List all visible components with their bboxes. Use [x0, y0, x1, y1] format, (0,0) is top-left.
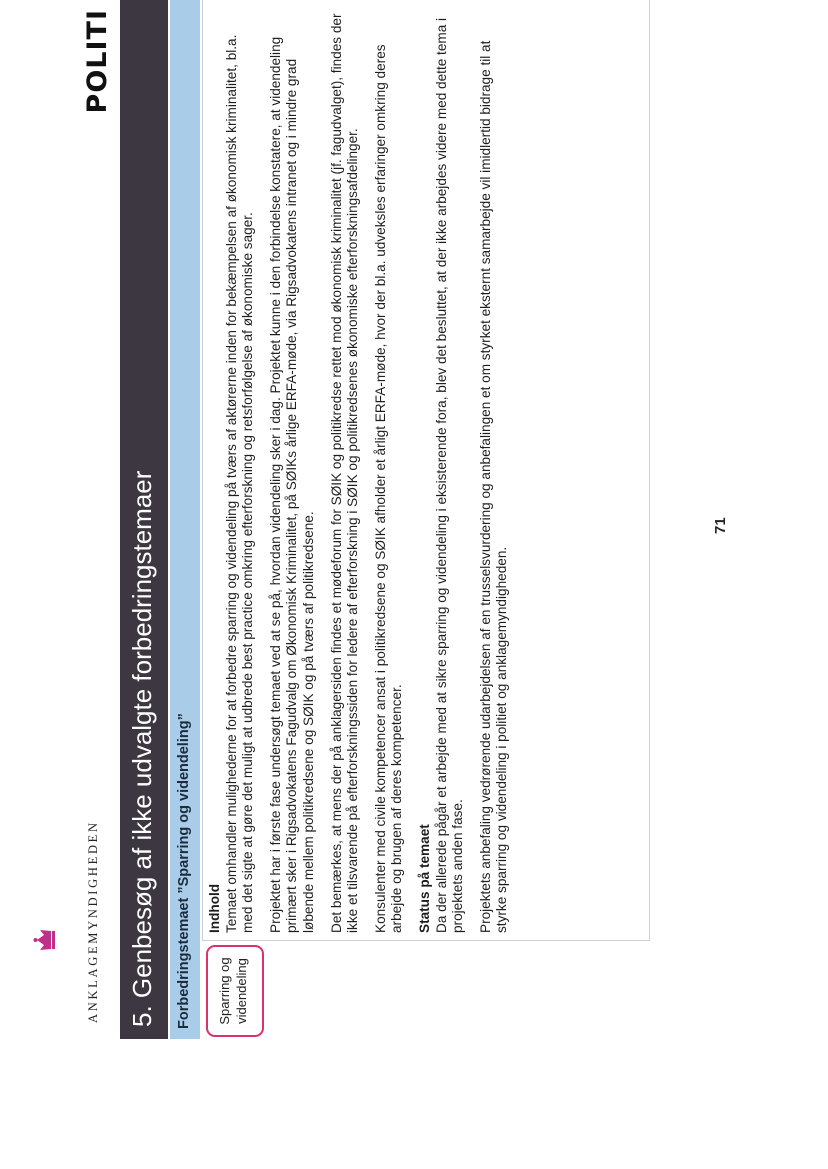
agency-logo	[84, 763, 118, 1023]
content-heading: Indhold	[207, 883, 222, 933]
content-box	[202, 0, 650, 941]
title-bar	[120, 0, 168, 1039]
page-title: 5. Genbesøg af ikke udvalgte forbedringstemaer	[127, 470, 157, 1027]
content-paragraph: Projektets anbefaling vedrørende udarbejdelsen af en trusselsvurdering og anbefalingen et om styrket eksternt samarbejde vil imidlertid bidrage til at styrke sparring og videndeling i politiet og anklagemyndigheden.	[477, 40, 510, 933]
subtitle-bar	[170, 0, 200, 1039]
theme-label-line2: videndeling	[234, 958, 249, 1024]
crown-icon	[32, 927, 58, 953]
page-number: 71	[712, 517, 729, 534]
content-paragraph: Da der allerede pågår et arbejde med at sikre sparring og videndeling i eksisterende fora, blev det besluttet, at der ikke arbejdes videre med dette tema i projektets anden fase.	[433, 17, 466, 933]
content-body	[207, 13, 522, 933]
page-subtitle: Forbedringstemaet ”Sparring og videndeling”	[176, 713, 192, 1029]
theme-label-box	[206, 945, 264, 1037]
slide-page	[84, 0, 749, 1039]
agency-name: ANKLAGEMYNDIGHEDEN	[86, 820, 100, 1023]
content-paragraph: Temaet omhandler mulighederne for at forbedre sparring og videndeling på tværs af aktørerne inden for bekæmpelsen af økonomisk kriminalitet, bl.a. med det sigte at gøre det muligt at udbrede best practice omkring efterforskning og retsforfølgelse af økonomiske sager.	[223, 34, 256, 933]
content-paragraph: Konsulenter med civile kompetencer ansat i politikredsene og SØIK afholder et årligt ERFA-møde, hvor der bl.a. udveksles erfaringer omkring deres arbejde og brugen af deres kompetencer.	[372, 44, 405, 933]
status-heading: Status på temaet	[416, 824, 432, 933]
theme-label-line1: Sparring og	[217, 957, 232, 1025]
politi-logo: POLITI	[82, 9, 113, 114]
content-paragraph: Projektet har i første fase undersøgt temaet ved at se på, hvordan videndeling sker i dag. Projektet kunne i den forbindelse konstatere, at videndeling primært sker i Rigsadvokatens Fagudvalg om Økonomisk Kriminalitet, på SØIKs årlige ERFA-møde, via Rigsadvokatens intranet og i mindre grad løbende mellem politikredsene og SØIK og på tværs af politikredsene.	[267, 36, 316, 933]
content-paragraph: Det bemærkes, at mens der på anklagersiden findes et mødeforum for SØIK og politikredse rettet mod økonomisk kriminalitet (jf. fagudvalget), findes der ikke et tilsvarende på efterforskningssiden for ledere af efterforskning i SØIK og politikredsenes økonomiske efterforskningsafdelinger.	[328, 13, 361, 933]
